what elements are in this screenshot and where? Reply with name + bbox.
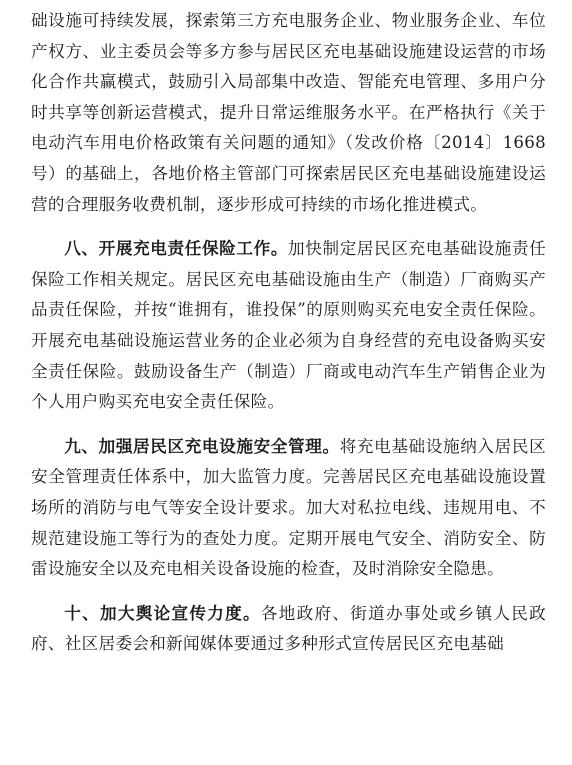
paragraph-section-8 bbox=[31, 234, 546, 418]
paragraph-continuation bbox=[31, 6, 546, 220]
paragraph-text: 础设施可持续发展，探索第三方充电服务企业、物业服务企业、车位产权方、业主委员会等多方参与居民区充电基础设施建设运营的市场化合作共赢模式，鼓励引入局部集中改造、智能充电管理、多用户分时共享等创新运营模式，提升日常运维服务水平。在严格执行《关于电动汽车用电价格政策有关问题的通知》（发改价格〔2014〕1668号）的基础上，各地价格主管部门可探索居民区充电基础设施建设运营的合理服务收费机制，逐步形成可持续的市场化推进模式。 bbox=[31, 11, 546, 214]
paragraph-text: 各地政府、街道办事处或乡镇人民政府、社区居委会和新闻媒体要通过多种形式宣传居民区充电基础 bbox=[31, 603, 546, 654]
paragraph-section-9 bbox=[31, 432, 546, 585]
section-heading: 九、加强居民区充电设施安全管理。 bbox=[64, 436, 340, 456]
section-heading: 八、开展充电责任保险工作。 bbox=[64, 239, 289, 259]
paragraph-text: 加快制定居民区充电基础设施责任保险工作相关规定。居民区充电基础设施由生产（制造）厂商购买产品责任保险，并按“谁拥有，谁投保”的原则购买充电安全责任保险。开展充电基础设施运营业务的企业必须为自身经营的充电设备购买安全责任保险。鼓励设备生产（制造）厂商或电动汽车生产销售企业为个人用户购买充电安全责任保险。 bbox=[31, 239, 547, 412]
section-heading: 十、加大舆论宣传力度。 bbox=[64, 603, 261, 623]
paragraph-text: 将充电基础设施纳入居民区安全管理责任体系中，加大监管力度。完善居民区充电基础设施设置场所的消防与电气等安全设计要求。加大对私拉电线、违规用电、不规范建设施工等行为的查处力度。定期开展电气安全、消防安全、防雷设施安全以及充电相关设备设施的检查，及时消除安全隐患。 bbox=[31, 436, 546, 579]
paragraph-section-10 bbox=[31, 599, 546, 660]
